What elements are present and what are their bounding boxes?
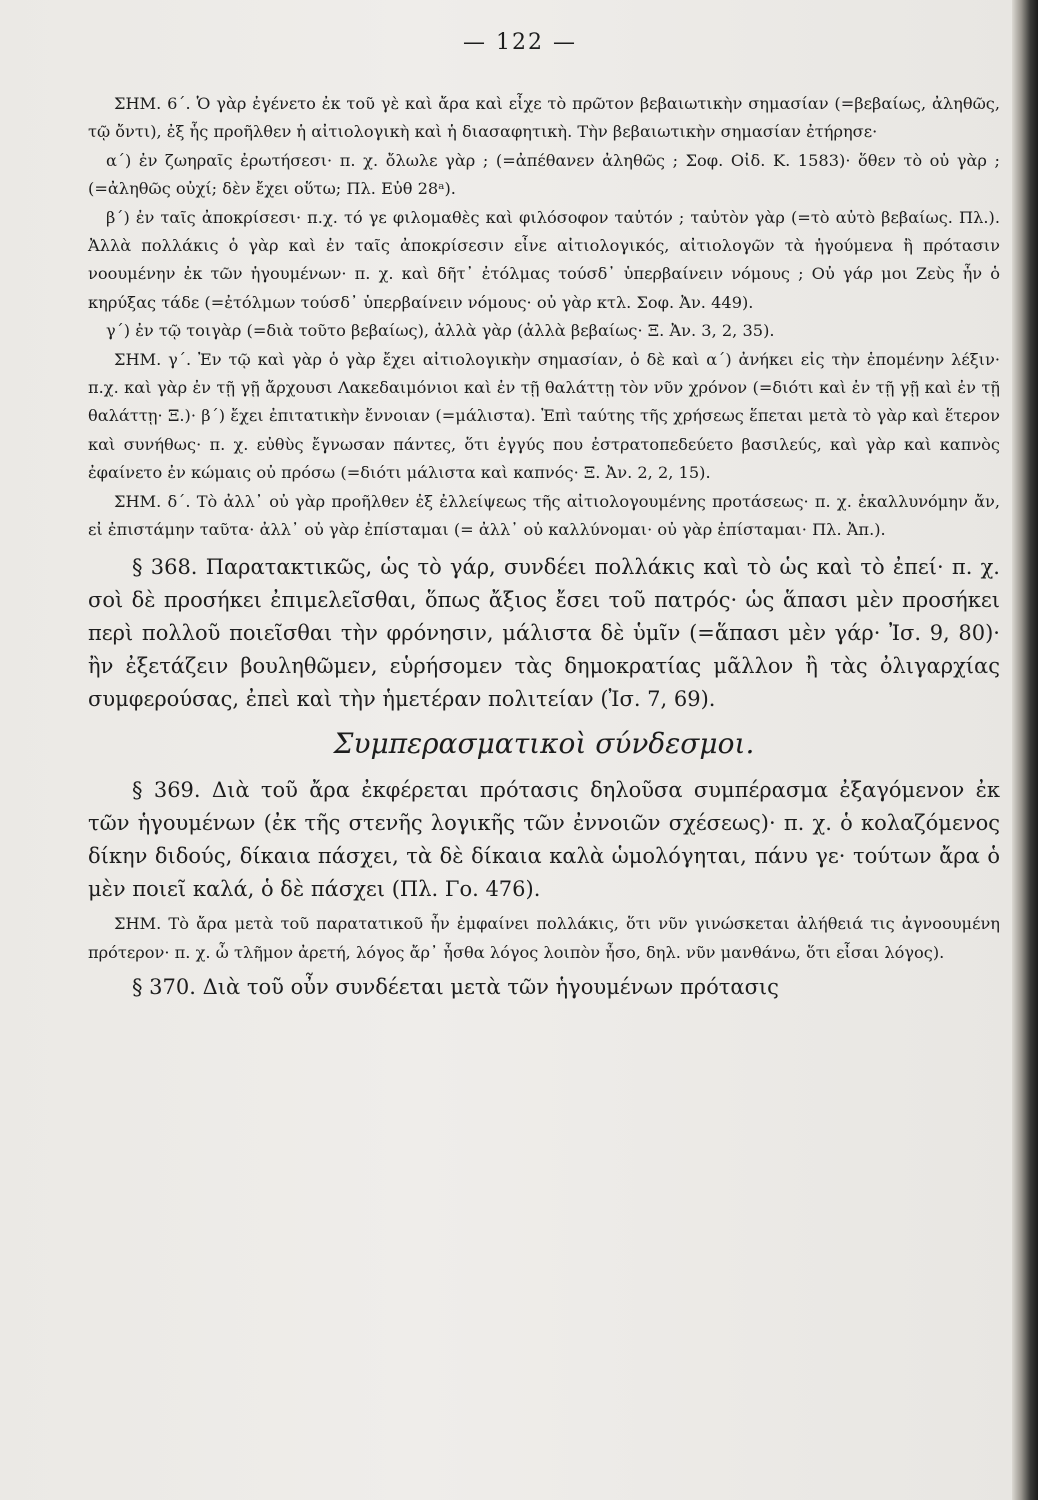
note-beta: β΄) ἐν ταῖς ἀποκρίσεσι· π.χ. τό γε φιλομαθὲς καὶ φιλόσοφον ταὐτόν ; ταὐτὸν γὰρ (=τὸ αὐτὸ βεβαίως. Πλ.). Ἀλλὰ πολλάκις ὁ γὰρ καὶ ἐν ταῖς ἀποκρίσεσιν εἶνε αἰτιολογικός, αἰτιολογῶν τὰ ἡγούμενα ἢ πρότασιν νοουμένην ἐκ τῶν ἡγουμένων· π. χ. καὶ δῆτ᾽ ἐτόλμας τούσδ᾽ ὑπερβαίνειν νόμους ; Οὐ γάρ μοι Ζεὺς ἦν ὁ κηρύξας τάδε (=ἐτόλμων τούσδ᾽ ὑπερβαίνειν νόμους· οὐ γὰρ κτλ. Σοφ. Ἀν. 449). <box>88 207 1000 312</box>
section-370-block <box>88 971 1000 1004</box>
page-content <box>88 90 1000 1004</box>
section-369-block <box>88 774 1000 907</box>
page-edge-shadow <box>1012 0 1038 1500</box>
section-368: § 368. Παρατακτικῶς, ὡς τὸ γάρ, συνδέει πολλάκις καὶ τὸ ὡς καὶ τὸ ἐπεί· π. χ. σοὶ δὲ προσήκει ἐπιμελεῖσθαι, ὅπως ἄξιος ἔσει τοῦ πατρός· ὡς ἅπασι μὲν προσήκει περὶ πολλοῦ ποιεῖσθαι τὴν φρόνησιν, μάλιστα δὲ ὑμῖν (=ἅπασι μὲν γάρ· Ἰσ. 9, 80)· ἢν ἐξετάζειν βουληθῶμεν, εὑρήσομεν τὰς δημοκρατίας μᾶλλον ἢ τὰς ὀλιγαρχίας συμφερούσας, ἐπεὶ καὶ τὴν ἡμετέραν πολιτείαν (Ἰσ. 7, 69). <box>88 554 1000 712</box>
section-370: § 370. Διὰ τοῦ οὖν συνδέεται μετὰ τῶν ἡγουμένων πρότασις <box>132 975 779 1000</box>
notes-block-2 <box>88 910 1000 967</box>
note-sim-8: ΣΗΜ. δ΄. Τὸ ἀλλ᾽ οὐ γὰρ προῆλθεν ἐξ ἐλλείψεως τῆς αἰτιολογουμένης προτάσεως· π. χ. ἐκαλλυνόμην ἄν, εἰ ἐπιστάμην ταῦτα· ἀλλ᾽ οὐ γὰρ ἐπίσταμαι (= ἀλλ᾽ οὐ καλλύνομαι· οὐ γὰρ ἐπίσταμαι· Πλ. Ἀπ.). <box>88 491 1000 540</box>
note-sim-6: ΣΗΜ. 6΄. Ὁ γὰρ ἐγένετο ἐκ τοῦ γὲ καὶ ἄρα καὶ εἶχε τὸ πρῶτον βεβαιωτικὴν σημασίαν (=βεβαίως, ἀληθῶς, τῷ ὄντι), ἐξ ἧς προῆλθεν ἡ αἰτιολογικὴ καὶ ἡ διασαφητικὴ. Τὴν βεβαιωτικὴν σημασίαν ἐτήρησε· <box>88 94 1000 142</box>
note-sim-9: ΣΗΜ. Τὸ ἄρα μετὰ τοῦ παρατατικοῦ ἦν ἐμφαίνει πολλάκις, ὅτι νῦν γινώσκεται ἀλήθειά τις ἀγνοουμένη πρότερον· π. χ. ὦ τλῆμον ἀρετή, λόγος ἄρ᾽ ἦσθα λόγος λοιπὸν ἦσο, δηλ. νῦν μανθάνω, ὅτι εἶσαι λόγος). <box>88 914 1000 962</box>
note-gamma: γ΄) ἐν τῷ τοιγὰρ (=διὰ τοῦτο βεβαίως), ἀλλὰ γὰρ (ἀλλὰ βεβαίως· Ξ. Ἀν. 3, 2, 35). <box>106 321 775 341</box>
page-number: — 122 — <box>463 30 577 55</box>
section-heading: Συμπερασματικοὶ σύνδεσμοι. <box>333 726 755 760</box>
note-alpha: α΄) ἐν ζωηραῖς ἐρωτήσεσι· π. χ. ὄλωλε γὰρ ; (=ἀπέθανεν ἀληθῶς ; Σοφ. Οἰδ. Κ. 1583)· ὅθεν τὸ οὐ γὰρ ; (=ἀληθῶς οὐχί; δὲν ἔχει οὕτω; Πλ. Εὐθ 28ᵃ). <box>88 150 1000 199</box>
section-369: § 369. Διὰ τοῦ ἄρα ἐκφέρεται πρότασις δηλοῦσα συμπέρασμα ἐξαγόμενον ἐκ τῶν ἡγουμένων (ἐκ τῆς στενῆς λογικῆς τῶν ἐννοιῶν σχέσεως)· π. χ. ὁ κολαζόμενος δίκην διδούς, δίκαια πάσχει, τὰ δὲ δίκαια καλὰ ὡμολόγηται, πάνυ γε· τούτων ἄρα ὁ μὲν ποιεῖ καλά, ὁ δὲ πάσχει (Πλ. Γο. 476). <box>88 777 1000 902</box>
note-sim-7: ΣΗΜ. γ΄. Ἐν τῷ καὶ γὰρ ὁ γὰρ ἔχει αἰτιολογικὴν σημασίαν, ὁ δὲ καὶ α΄) ἀνήκει εἰς τὴν ἑπομένην λέξιν· π.χ. καὶ γὰρ ἐν τῇ γῇ ἄρχουσι Λακεδαιμόνιοι καὶ ἐν τῇ θαλάττῃ τὸν νῦν χρόνον (=διότι καὶ ἐν τῇ γῇ καὶ ἐν τῇ θαλάττῃ· Ξ.)· β΄) ἔχει ἐπιτατικὴν ἔννοιαν (=μάλιστα). Ἐπὶ ταύτης τῆς χρήσεως ἕπεται μετὰ τὸ γὰρ καὶ ἕτερον καὶ συνήθως· π. χ. εὐθὺς ἔγνωσαν πάντες, ὅτι ἐγγύς που ἐστρατοπεδεύετο βασιλεύς, καὶ γὰρ καὶ καπνὸς ἐφαίνετο ἐν κώμαις οὐ πρόσω (=διότι μάλιστα καὶ καπνός· Ξ. Ἀν. 2, 2, 15). <box>88 349 1000 483</box>
notes-block-1 <box>88 90 1000 545</box>
section-368-block <box>88 551 1000 717</box>
